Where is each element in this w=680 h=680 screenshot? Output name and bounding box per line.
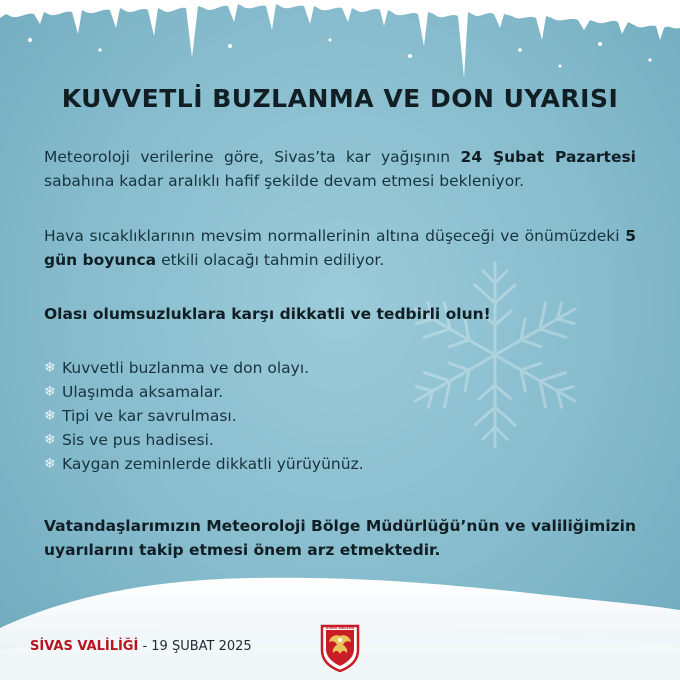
- page-title: KUVVETLİ BUZLANMA VE DON UYARISI: [61, 84, 619, 113]
- closing-statement: Vatandaşlarımızın Meteoroloji Bölge Müdürlüğü’nün ve valiliğimizin uyarılarını takip etmesi önem arz etmektedir.: [44, 517, 636, 559]
- hazard-list: [44, 356, 636, 476]
- snowflake-icon: ❄: [44, 408, 56, 424]
- caution-heading: Olası olumsuzluklara karşı dikkatli ve tedbirli olun!: [44, 305, 491, 323]
- footer-date: - 19 ŞUBAT 2025: [138, 639, 252, 654]
- paragraph-forecast-text-2: sabahına kadar aralıklı hafif şekilde devam etmesi bekleniyor.: [44, 172, 525, 190]
- list-item: [44, 356, 636, 380]
- list-item: [44, 404, 636, 428]
- snowflake-icon: ❄: [44, 360, 56, 376]
- list-item-text: Ulaşımda aksamalar.: [62, 383, 224, 401]
- snowflake-icon: ❄: [44, 384, 56, 400]
- list-item-text: Sis ve pus hadisesi.: [62, 431, 214, 449]
- paragraph-temperature-duration: 5 gün boyunca: [44, 227, 636, 269]
- paragraph-temperature-text-1: Hava sıcaklıklarının mevsim normallerinin altına düşeceği ve önümüzdeki: [44, 227, 626, 245]
- list-item-text: Kaygan zeminlerde dikkatli yürüyünüz.: [62, 455, 364, 473]
- list-item-text: Tipi ve kar savrulması.: [62, 407, 237, 425]
- footer-organization: SİVAS VALİLİĞİ: [30, 639, 139, 654]
- eagle-emblem-icon: [318, 620, 362, 672]
- list-item-text: Kuvvetli buzlanma ve don olayı.: [62, 359, 310, 377]
- paragraph-forecast-text-1: Meteoroloji verilerine göre, Sivas’ta kar yağışının: [44, 148, 461, 166]
- icicles-decoration: [0, 0, 680, 80]
- snowflake-icon: ❄: [44, 456, 56, 472]
- seal-text: SİVAS VALİLİĞİ: [325, 626, 355, 630]
- paragraph-temperature-text-2: etkili olacağı tahmin ediliyor.: [156, 251, 385, 269]
- list-item: [44, 380, 636, 404]
- paragraph-temperature: [44, 224, 636, 272]
- paragraph-forecast: [44, 145, 636, 193]
- list-item: [44, 452, 636, 476]
- list-item: [44, 428, 636, 452]
- paragraph-forecast-date: 24 Şubat Pazartesi: [460, 148, 636, 166]
- footer: [30, 639, 252, 654]
- snowflake-icon: ❄: [44, 432, 56, 448]
